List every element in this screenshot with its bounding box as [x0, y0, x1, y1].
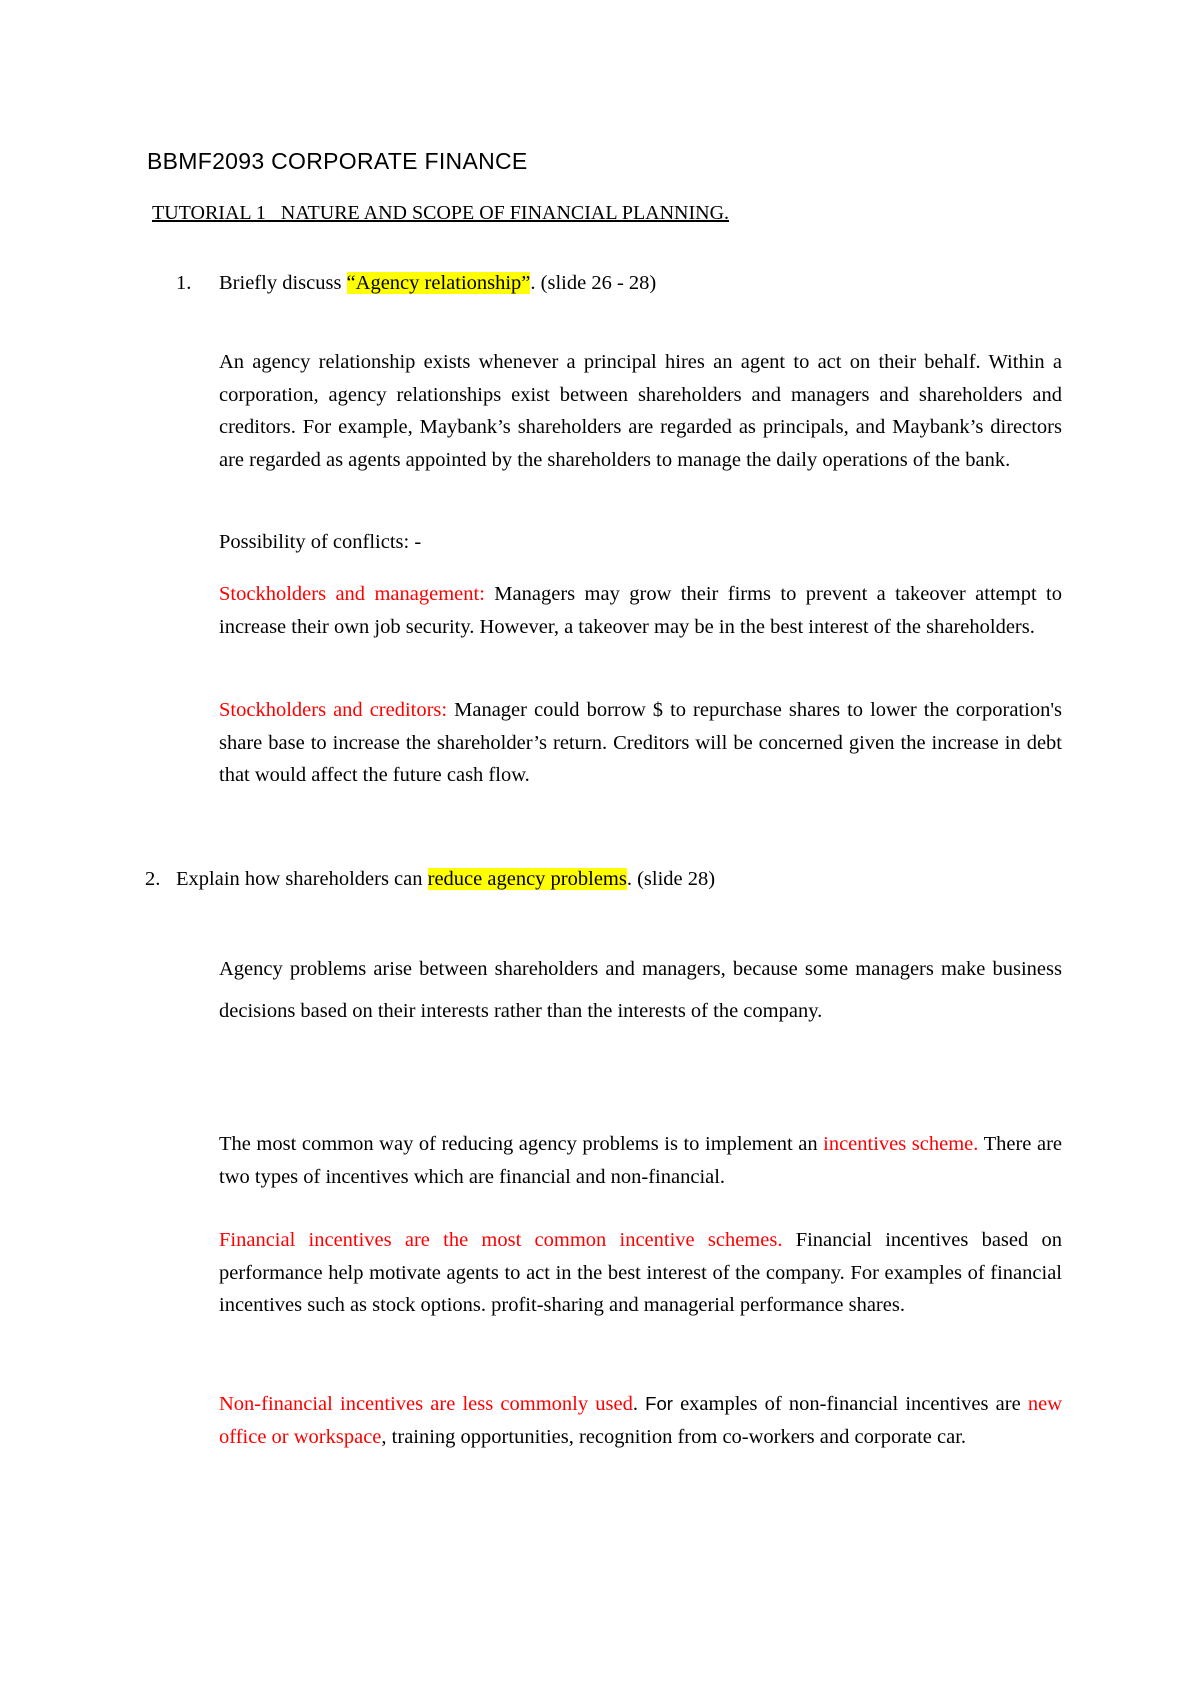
question-1-suffix: . (slide 26 - 28) [530, 272, 657, 294]
question-2-text [176, 868, 715, 891]
nonfinancial-incentives-label: Non-financial incentives are less commonly used [219, 1393, 633, 1415]
conflict-stockholders-management [219, 578, 1062, 643]
conflict-2-label: Stockholders and creditors: [219, 699, 448, 721]
nonfinancial-office: new office or workspace [219, 1393, 1062, 1448]
nonfinancial-dot: . [632, 1393, 638, 1415]
conflict-stockholders-creditors [219, 694, 1062, 792]
incentives-suffix: There are two types of incentives which are financial and non-financial. [219, 1133, 1062, 1188]
conflicts-heading: Possibility of conflicts: - [219, 531, 422, 553]
question-2-prefix: Explain how shareholders can [176, 868, 428, 890]
tutorial-title: TUTORIAL 1 NATURE AND SCOPE OF FINANCIAL PLANNING. [152, 202, 730, 224]
question-2-number: 2. [145, 868, 161, 890]
nonfinancial-for: For [637, 1393, 673, 1414]
question-1-text [219, 272, 656, 295]
question-1-prefix: Briefly discuss [219, 272, 347, 294]
nonfinancial-end: , training opportunities, recognition from co-workers and corporate car. [381, 1425, 967, 1448]
question-1-answer: An agency relationship exists whenever a principal hires an agent to act on their behalf. Within a corporation, agency relationships exist between shareholders and managers and shareholders and creditors. For example, Maybank’s shareholders are regarded as principals, and Maybank’s directors are regarded as agents appointed by the shareholders to manage the daily operations of the bank. [219, 351, 1062, 471]
question-1-number: 1. [176, 272, 192, 294]
incentives-paragraph [219, 1128, 1062, 1193]
question-2-answer: Agency problems arise between shareholders and managers, because some managers make business decisions based on their interests rather than the interests of the company. [219, 958, 1062, 1022]
financial-incentives-paragraph [219, 1224, 1062, 1322]
question-1-highlight: “Agency relationship” [346, 272, 531, 294]
conflict-2-text: Manager could borrow $ to repurchase shares to lower the corporation's share base to increase the shareholder’s return. Creditors will be concerned given the increase in debt that would affect the future cash flow. [219, 699, 1062, 786]
incentives-scheme: incentives scheme. [823, 1133, 979, 1155]
course-title: BBMF2093 CORPORATE FINANCE [147, 148, 528, 174]
question-2-highlight: reduce agency problems [427, 868, 627, 890]
financial-incentives-label: Financial incentives are the most common incentive schemes. [219, 1229, 783, 1251]
question-2-suffix: . (slide 28) [626, 868, 716, 890]
incentives-prefix: The most common way of reducing agency problems is to implement an [219, 1133, 824, 1155]
conflict-1-text: Managers may grow their firms to prevent a takeover attempt to increase their own job security. However, a takeover may be in the best interest of the shareholders. [219, 583, 1062, 638]
nonfinancial-incentives-paragraph [219, 1388, 1062, 1453]
conflict-1-label: Stockholders and management: [219, 583, 485, 605]
financial-incentives-text: Financial incentives based on performance help motivate agents to act in the best interest of the company. For examples of financial incentives such as stock options. profit-sharing and managerial performance shares. [219, 1229, 1063, 1316]
nonfinancial-mid: examples of non-financial incentives are [672, 1393, 1028, 1415]
